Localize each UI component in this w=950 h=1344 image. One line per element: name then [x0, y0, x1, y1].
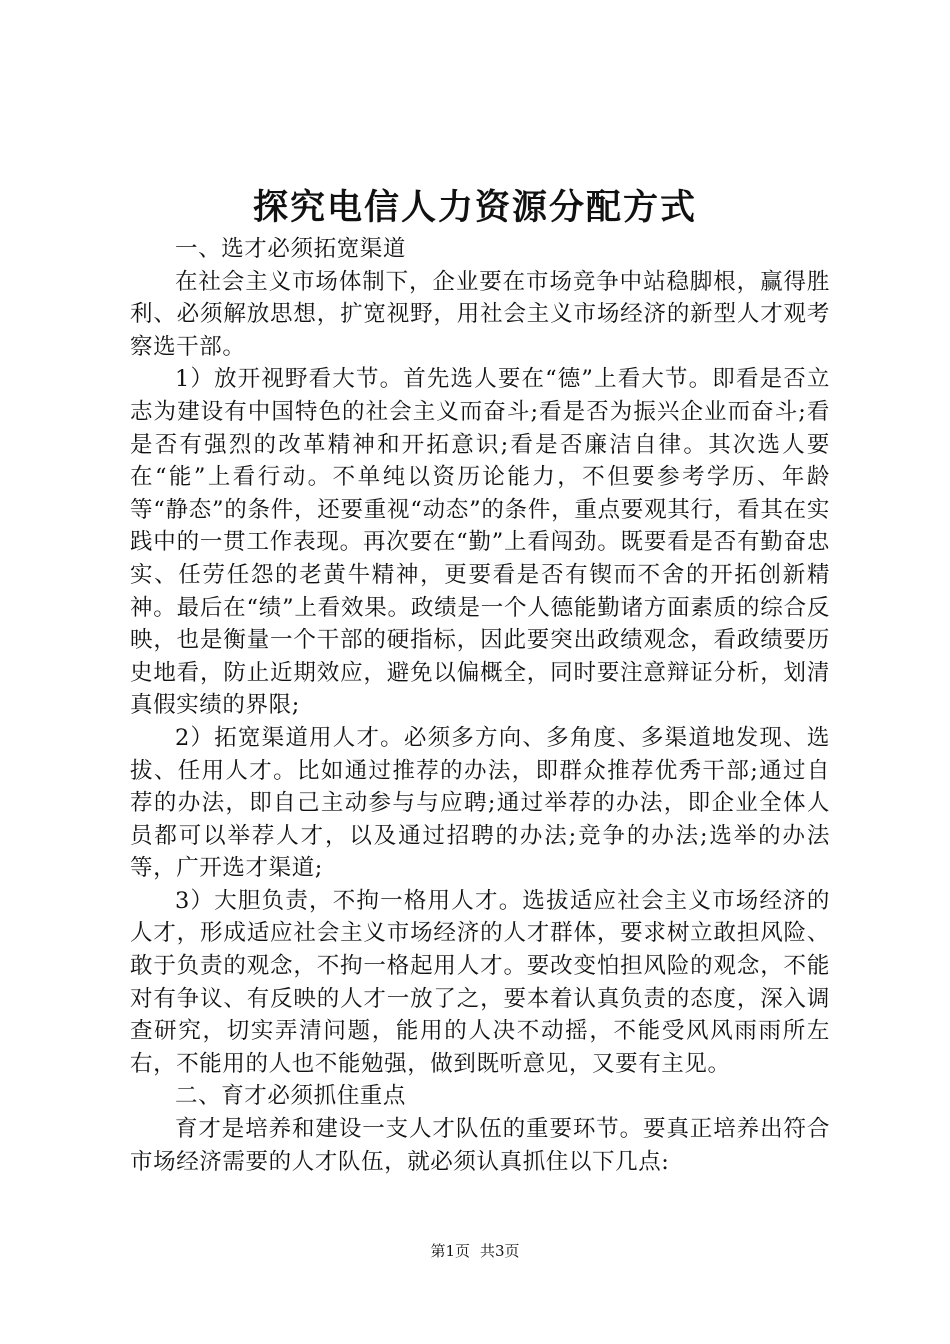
document-body — [130, 233, 830, 1178]
paragraph: 2）拓宽渠道用人才。必须多方向、多角度、多渠道地发现、选拔、任用人才。比如通过推荐的办法，即群众推荐优秀干部;通过自荐的办法，即自己主动参与与应聘;通过举荐的办法，即企业全体人员都可以举荐人才，以及通过招聘的办法;竞争的办法;选举的办法等，广开选才渠道; — [130, 724, 830, 882]
paragraph: 育才是培养和建设一支人才队伍的重要环节。要真正培养出符合市场经济需要的人才队伍，就必须认真抓住以下几点: — [130, 1116, 830, 1175]
section-heading: 二、育才必须抓住重点 — [175, 1083, 407, 1110]
page-footer — [0, 1241, 950, 1261]
paragraph: 3）大胆负责，不拘一格用人才。选拔适应社会主义市场经济的人才，形成适应社会主义市场经济的人才群体，要求树立敢担风险、敢于负责的观念，不拘一格起用人才。要改变怕担风险的观念，不能对有争议、有反映的人才一放了之，要本着认真负责的态度，深入调查研究，切实弄清问题，能用的人决不动摇，不能受风风雨雨所左右，不能用的人也不能勉强，做到既听意见，又要有主见。 — [130, 887, 830, 1077]
page-total: 共3页 — [480, 1242, 520, 1260]
section-heading: 一、选才必须拓宽渠道 — [175, 236, 407, 262]
page-number: 第1页 — [430, 1242, 470, 1260]
document-title: 探究电信人力资源分配方式 — [252, 187, 697, 228]
paragraph: 在社会主义市场体制下，企业要在市场竞争中站稳脚根，赢得胜利、必须解放思想，扩宽视野，用社会主义市场经济的新型人才观考察选干部。 — [130, 268, 830, 360]
paragraph: 1）放开视野看大节。首先选人要在“德”上看大节。即看是否立志为建设有中国特色的社会主义而奋斗;看是否为振兴企业而奋斗;看是否有强烈的改革精神和开拓意识;看是否廉洁自律。其次选人要在“能”上看行动。不单纯以资历论能力，不但要参考学历、年龄等“静态”的条件，还要重视“动态”的条件，重点要观其行，看其在实践中的一贯工作表现。再次要在“勤”上看闯劲。既要看是否有勤奋忠实、任劳任怨的老黄牛精神，更要看是否有锲而不舍的开拓创新精神。最后在“绩”上看效果。政绩是一个人德能勤诸方面素质的综合反映，也是衡量一个干部的硬指标，因此要突出政绩观念，看政绩要历史地看，防止近期效应，避免以偏概全，同时要注意辩证分析，划清真假实绩的界限; — [130, 366, 830, 719]
